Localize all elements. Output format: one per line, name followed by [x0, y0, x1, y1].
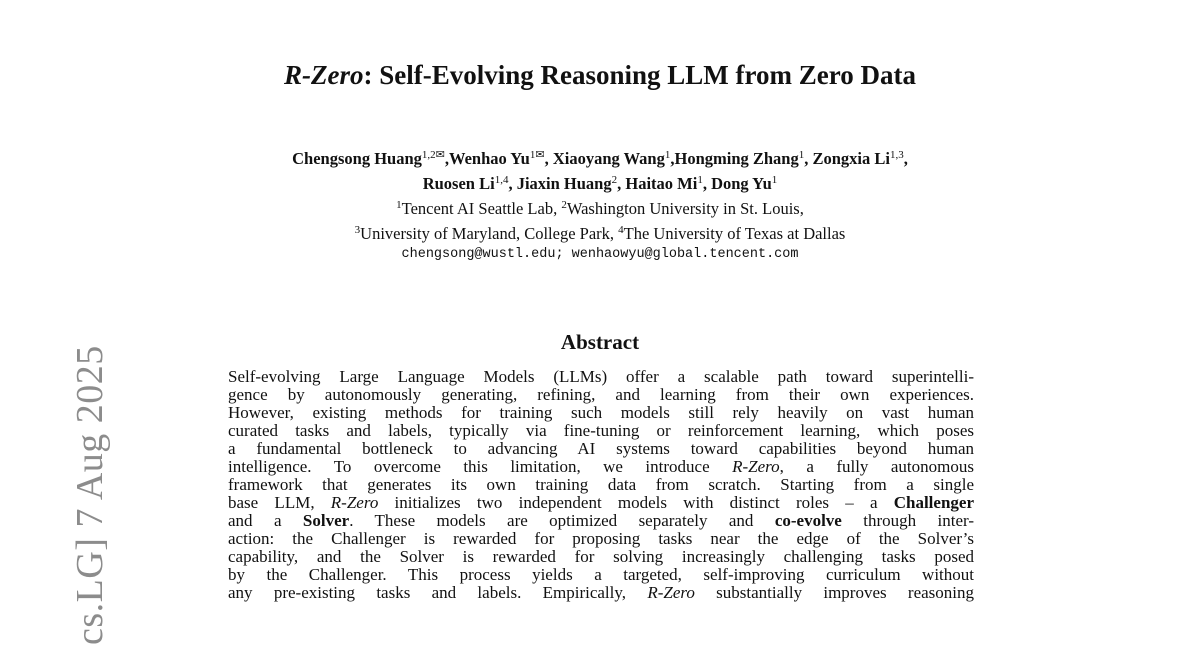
abstract-text: base LLM, — [228, 493, 331, 512]
abstract-text: , a fully autonomous — [779, 457, 974, 476]
abstract-line — [228, 530, 974, 548]
author-name: Wenhao Yu — [449, 149, 530, 168]
affiliation-marker: 3 — [354, 224, 361, 236]
author-affiliation-marker: 1,4 — [494, 174, 509, 186]
affiliation-marker: 2 — [561, 199, 567, 211]
author-name: Hongming Zhang — [674, 149, 799, 168]
author-name: Haitao Mi — [625, 174, 698, 193]
author-name: Jiaxin Huang — [516, 174, 612, 193]
abstract-line — [228, 386, 974, 404]
author-name: Zongxia Li — [812, 149, 890, 168]
author-separator: , — [544, 149, 553, 168]
abstract-text: capability, and the Solver is rewarded for solving increasingly challenging tasks posed — [228, 547, 974, 566]
author-affiliation-marker: 1,2✉ — [421, 149, 445, 161]
abstract-line — [228, 404, 974, 422]
author-affiliation-marker: 1✉ — [529, 149, 545, 161]
abstract-text: a fundamental bottleneck to advancing AI systems toward capabilities beyond human — [228, 439, 974, 458]
author-name: Chengsong Huang — [292, 149, 422, 168]
affiliation-line-1 — [0, 196, 1200, 221]
author-affiliation-marker: 1 — [664, 149, 671, 161]
abstract-line — [228, 566, 974, 584]
author-separator: , — [444, 149, 449, 168]
author-list — [0, 146, 1200, 196]
abstract-body — [228, 368, 974, 602]
author-name: Dong Yu — [711, 174, 772, 193]
paper-title — [0, 60, 1200, 91]
author-affiliation-marker: 1,3 — [889, 149, 904, 161]
abstract-text: gence by autonomously generating, refining, and learning from their own experiences. — [228, 385, 974, 404]
abstract-text: action: the Challenger is rewarded for proposing tasks near the edge of the Solver’s — [228, 529, 974, 548]
abstract-line — [228, 440, 974, 458]
abstract-text: . These models are optimized separately and — [349, 511, 775, 530]
abstract-text: through inter- — [841, 511, 975, 530]
author-separator: , — [903, 149, 908, 168]
abstract-text: R-Zero — [647, 583, 695, 602]
author-line-1 — [0, 146, 1200, 171]
abstract-text: However, existing methods for training such models still rely heavily on vast human — [228, 403, 974, 422]
abstract-text: Challenger — [893, 493, 974, 512]
abstract-text: R-Zero — [330, 493, 379, 512]
author-affiliation-marker: 1 — [697, 174, 703, 186]
affiliation-name: University of Maryland, College Park, — [360, 224, 619, 243]
abstract-text: intelligence. To overcome this limitation, we introduce — [228, 457, 733, 476]
author-separator: , — [508, 174, 517, 193]
abstract-line — [228, 494, 974, 512]
abstract-text: and a — [228, 511, 303, 530]
abstract-text: substantially improves reasoning — [694, 583, 974, 602]
abstract-text: by the Challenger. This process yields a targeted, self-improving curriculum without — [228, 565, 974, 584]
title-rest: : Self-Evolving Reasoning LLM from Zero Data — [363, 60, 916, 90]
affiliation-name: Washington University in St. Louis, — [566, 199, 804, 218]
author-separator: , — [670, 149, 675, 168]
abstract-text: initializes two independent models with distinct roles – a — [378, 493, 894, 512]
abstract-text: any pre-existing tasks and labels. Empirically, — [228, 583, 648, 602]
arxiv-stamp-text: cs.LG] 7 Aug 2025 — [69, 345, 111, 645]
abstract-line — [228, 458, 974, 476]
abstract-text: R-Zero — [732, 457, 780, 476]
abstract-text: curated tasks and labels, typically via fine-tuning or reinforcement learning, which poses — [228, 421, 974, 440]
affiliation-line-2 — [0, 221, 1200, 246]
author-separator: , — [702, 174, 712, 193]
author-name: Ruosen Li — [422, 174, 495, 193]
arxiv-side-stamp — [0, 330, 111, 650]
author-separator: , — [804, 149, 813, 168]
author-separator: , — [617, 174, 626, 193]
abstract-line — [228, 584, 974, 602]
affiliation-marker: 4 — [618, 224, 624, 236]
abstract-text: framework that generates its own training data from scratch. Starting from a single — [228, 475, 974, 494]
abstract-line — [228, 512, 974, 530]
abstract-text: co-evolve — [774, 511, 842, 530]
abstract-text: Self-evolving Large Language Models (LLMs) offer a scalable path toward superintelli- — [228, 367, 974, 386]
author-affiliation-marker: 1 — [771, 174, 778, 186]
author-line-2 — [0, 171, 1200, 196]
affiliation-name: Tencent AI Seattle Lab, — [401, 199, 562, 218]
title-italic: R-Zero — [284, 60, 364, 90]
affiliations — [0, 196, 1200, 246]
author-name: Xiaoyang Wang — [552, 149, 665, 168]
affiliation-name: The University of Texas at Dallas — [623, 224, 846, 243]
abstract-line — [228, 422, 974, 440]
abstract-line — [228, 548, 974, 566]
abstract-line — [228, 368, 974, 386]
affiliation-marker: 1 — [396, 199, 402, 211]
abstract-text: Solver — [302, 511, 350, 530]
author-affiliation-marker: 1 — [798, 149, 805, 161]
abstract-line — [228, 476, 974, 494]
abstract-heading: Abstract — [560, 330, 640, 354]
author-affiliation-marker: 2 — [611, 174, 618, 186]
contact-emails: chengsong@wustl.edu; wenhaowyu@global.tencent.com — [401, 247, 799, 262]
